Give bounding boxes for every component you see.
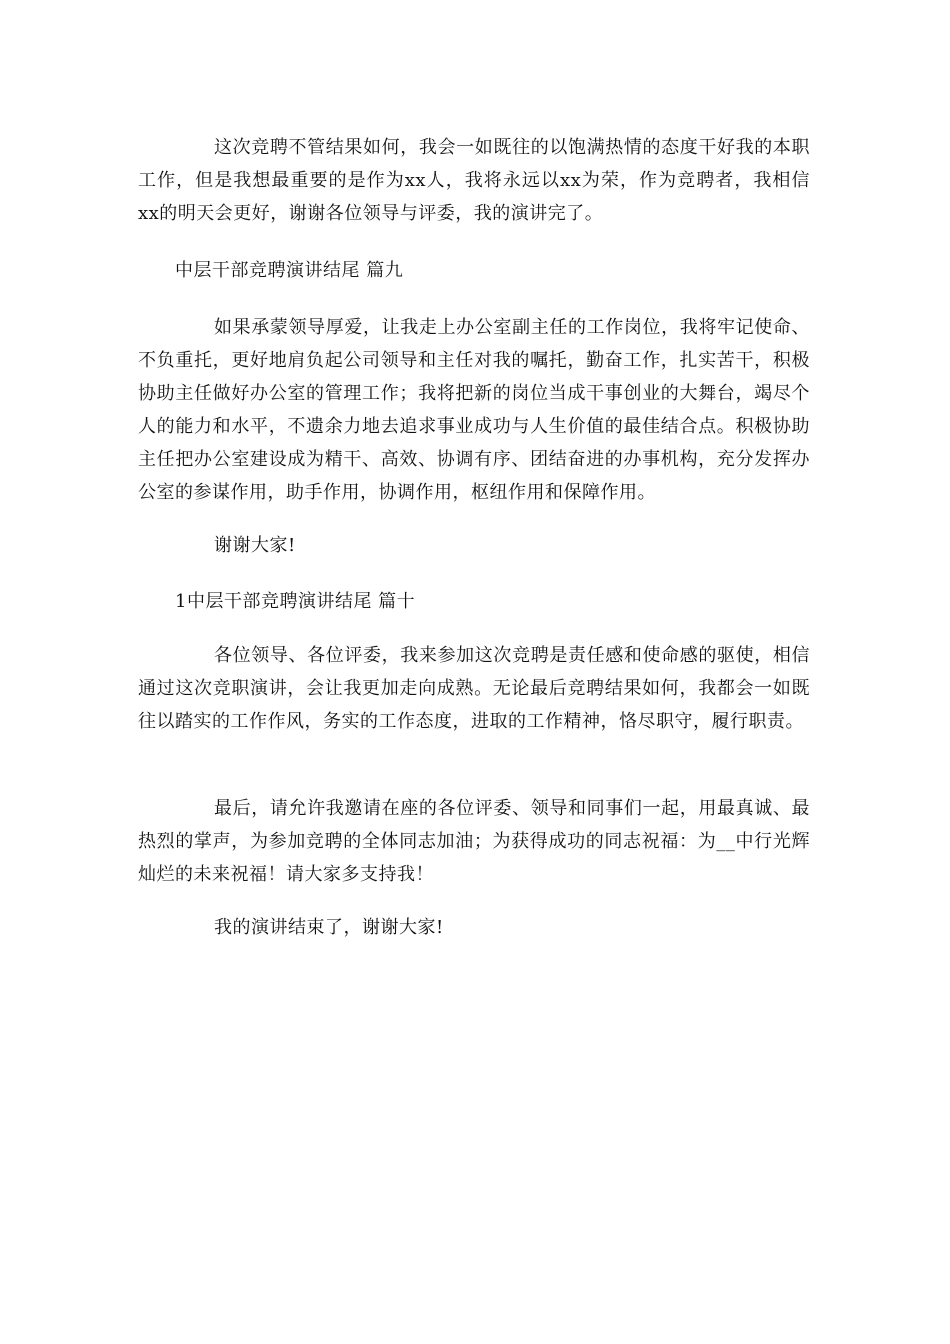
paragraph-final-appeal: 最后，请允许我邀请在座的各位评委、领导和同事们一起，用最真诚、最热烈的掌声，为参加竞聘的全体同志加油；为获得成功的同志祝福：为__中行光辉灿烂的未来祝福！请大家多支持我！ xyxy=(138,798,810,885)
paragraph-closing-remarks: 这次竞聘不管结果如何，我会一如既往的以饱满热情的态度干好我的本职工作，但是我想最重要的是作为xx人，我将永远以xx为荣，作为竞聘者，我相信xx的明天会更好，谢谢各位领导与评委，我的演讲完了。 xyxy=(138,137,810,224)
section-heading-part-nine: 中层干部竞聘演讲结尾 篇九 xyxy=(175,260,404,281)
section-heading-part-ten: 1中层干部竞聘演讲结尾 篇十 xyxy=(175,591,416,612)
paragraph-thanks: 谢谢大家! xyxy=(214,535,296,556)
paragraph-motivation: 各位领导、各位评委，我来参加这次竞聘是责任感和使命感的驱使，相信通过这次竞职演讲，会让我更加走向成熟。无论最后竞聘结果如何，我都会一如既往以踏实的工作作风，务实的工作态度，进取的工作精神，恪尽职守，履行职责。 xyxy=(138,645,810,732)
paragraph-speech-end: 我的演讲结束了，谢谢大家! xyxy=(214,917,444,938)
paragraph-office-deputy-director: 如果承蒙领导厚爱，让我走上办公室副主任的工作岗位，我将牢记使命、不负重托，更好地肩负起公司领导和主任对我的嘱托，勤奋工作，扎实苦干，积极协助主任做好办公室的管理工作；我将把新的岗位当成干事创业的大舞台，竭尽个人的能力和水平，不遗余力地去追求事业成功与人生价值的最佳结合点。积极协助主任把办公室建设成为精干、高效、协调有序、团结奋进的办事机构，充分发挥办公室的参谋作用，助手作用，协调作用，枢纽作用和保障作用。 xyxy=(138,317,810,503)
